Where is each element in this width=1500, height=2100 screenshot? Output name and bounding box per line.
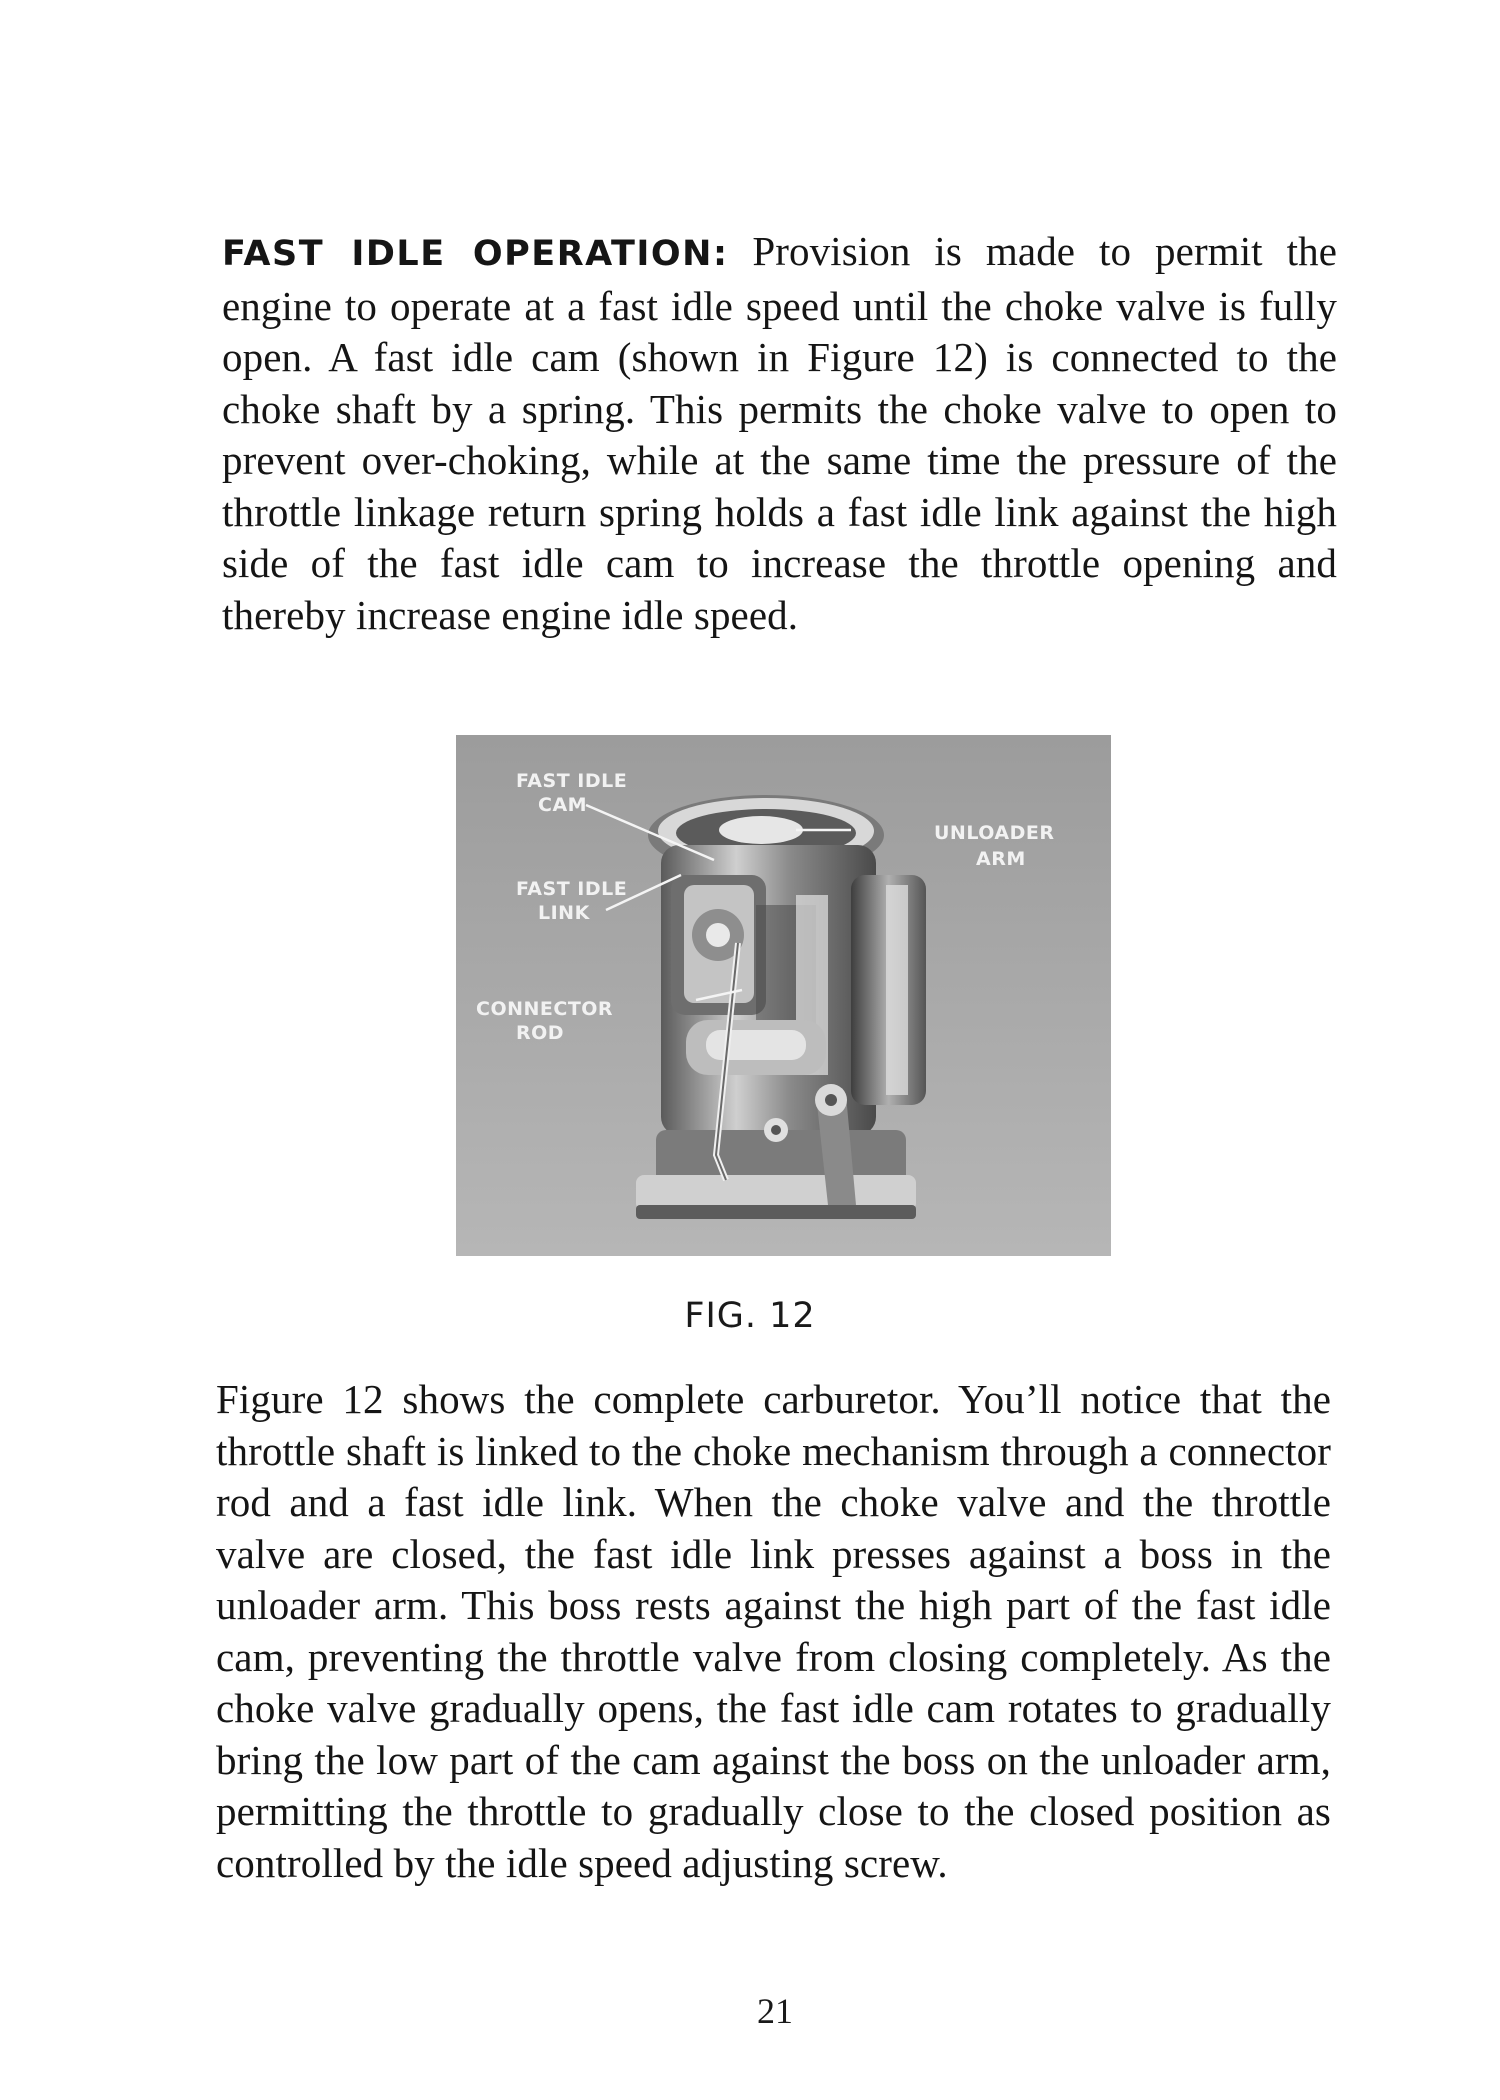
callout-unloader-arm-line2: ARM bbox=[976, 848, 1026, 870]
fast-idle-operation-paragraph bbox=[222, 226, 1337, 641]
callout-connector-rod-line1: CONNECTOR bbox=[476, 998, 614, 1020]
callout-fast-idle-cam-line1: FAST IDLE bbox=[516, 770, 628, 792]
carburetor-description-paragraph: Figure 12 shows the complete carburetor. You’ll notice that the throttle shaft is linked to the choke mechanism through a connector rod and a fast idle link. When the choke valve and the throttle valve are closed, the fast idle link presses against a boss in the unloader arm. This boss rests against the high part of the fast idle cam, preventing the throttle valve from closing completely. As the choke valve gradually opens, the fast idle cam rotates to gradually bring the low part of the cam against the boss on the unloader arm, permitting the throttle to gradually close to the closed position as controlled by the idle speed adjusting screw. bbox=[216, 1376, 1331, 1886]
paragraph-text: Provision is made to permit the engine to operate at a fast idle speed until the choke valve is fully open. A fast idle cam (shown in Figure 12) is connected to the choke shaft by a spring. This permits the choke valve to open to prevent over-choking, while at the same time the pressure of the throttle linkage return spring holds a fast idle link against the high side of the fast idle cam to increase the throttle opening and thereby increase engine idle speed. bbox=[222, 228, 1337, 638]
carburetor-photo bbox=[456, 735, 1111, 1256]
page-number: 21 bbox=[757, 1991, 793, 2031]
callout-fast-idle-cam-line2: CAM bbox=[538, 794, 588, 816]
callout-connector-rod-line2: ROD bbox=[516, 1022, 565, 1044]
callout-fast-idle-link-line2: LINK bbox=[538, 902, 590, 924]
callout-fast-idle-link-line1: FAST IDLE bbox=[516, 878, 628, 900]
section-heading: FAST IDLE OPERATION: bbox=[222, 234, 729, 274]
figure-caption: FIG. 12 bbox=[684, 1296, 816, 1336]
callout-unloader-arm-line1: UNLOADER bbox=[934, 822, 1055, 844]
